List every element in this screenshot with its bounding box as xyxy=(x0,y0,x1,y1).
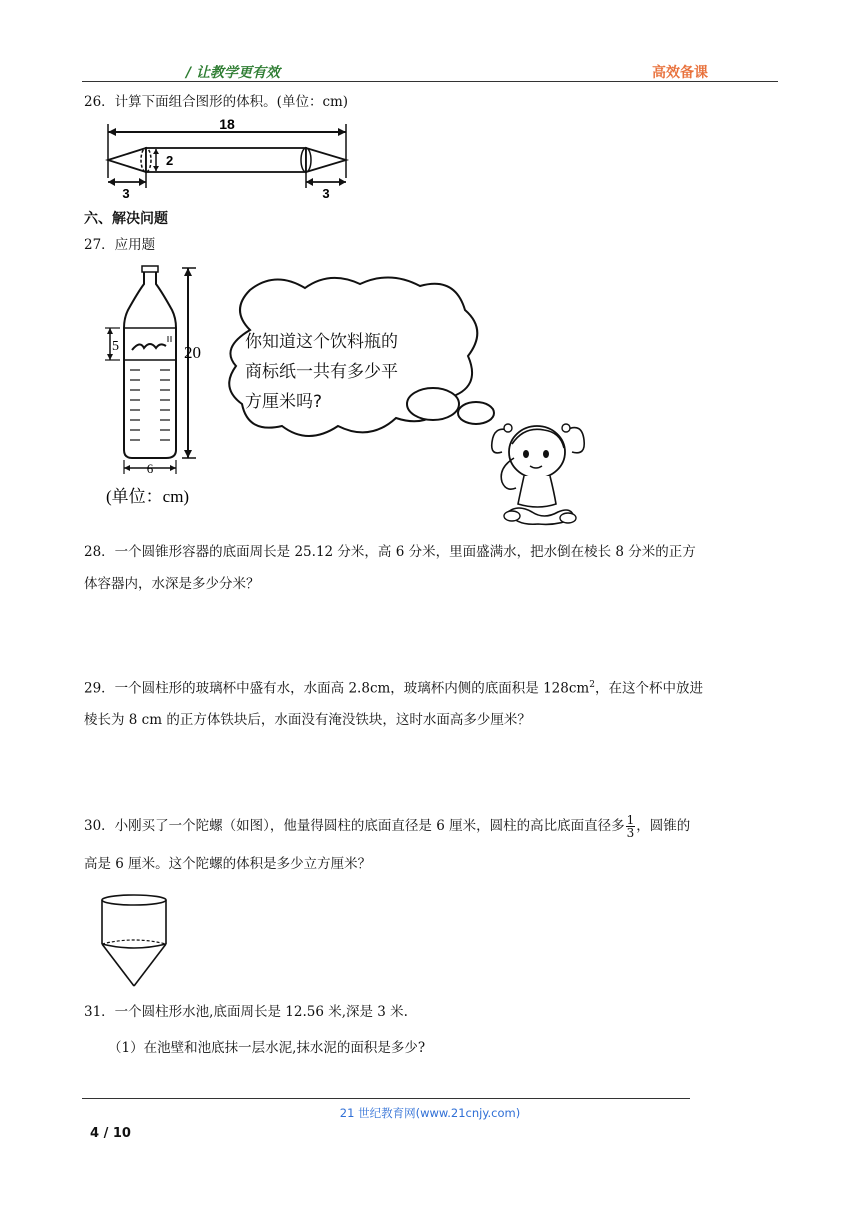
bottle-figure xyxy=(100,262,210,510)
question-26-figure xyxy=(100,118,360,198)
dimension-total-label: 18 xyxy=(219,118,235,132)
bottle-cap xyxy=(142,266,158,272)
footer-divider xyxy=(82,1098,690,1099)
diameter-label: 2 xyxy=(166,153,174,168)
bubble-line-2: 商标纸一共有多少平 xyxy=(245,362,398,382)
right-length-label: 3 xyxy=(322,186,330,198)
bubble-line-1: 你知道这个饮料瓶的 xyxy=(245,332,398,352)
unit-label: (单位：cm) xyxy=(106,487,190,506)
question-31-line-2: （1）在池壁和池底抹一层水泥,抹水泥的面积是多少? xyxy=(108,1040,426,1056)
question-30-line-2: 高是 6 厘米。这个陀螺的体积是多少立方厘米？ xyxy=(84,856,372,872)
question-28-line-1: 28．一个圆锥形容器的底面周长是 25.12 分米，高 6 分米，里面盛满水，把水倒在棱长 8 分米的正方 xyxy=(84,544,696,560)
bottle-height-label: 20 xyxy=(184,343,201,362)
question-26-text: 26．计算下面组合图形的体积。(单位：cm) xyxy=(84,94,349,110)
bottle-width-label: 6 xyxy=(146,461,154,476)
right-cone xyxy=(306,148,346,172)
header-slogan: / 让教学更有效 xyxy=(186,65,280,81)
question-31-line-1: 31．一个圆柱形水池,底面周长是 12.56 米,深是 3 米. xyxy=(84,1004,408,1020)
page-number: 4 / 10 xyxy=(90,1126,131,1141)
superscript-2: 2 xyxy=(589,680,595,690)
header-brand: 高效备课 xyxy=(652,65,708,81)
question-27-text: 27．应用题 xyxy=(84,237,156,253)
left-length-label: 3 xyxy=(122,186,130,198)
question-30-line-1: 30．小刚买了一个陀螺（如图），他量得圆柱的底面直径是 6 厘米，圆柱的高比底面直径多 $\frac{1}{3}$ ，圆锥的 xyxy=(84,813,691,840)
question-29-line-2: 棱长为 8 cm 的正方体铁块后，水面没有淹没铁块，这时水面高多少厘米？ xyxy=(84,712,531,728)
section-title: 六、解决问题 xyxy=(84,211,168,227)
top-figure xyxy=(96,890,172,990)
header-divider xyxy=(82,81,778,82)
girl-illustration xyxy=(488,408,588,528)
label-height-label: 5 xyxy=(112,339,119,354)
bubble-line-3: 方厘米吗? xyxy=(245,392,323,412)
question-28-line-2: 体容器内，水深是多少分米？ xyxy=(84,576,260,592)
fraction-one-third: $\frac{1}{3}$ xyxy=(626,813,635,840)
question-29-line-1: 29．一个圆柱形的玻璃杯中盛有水，水面高 2.8cm，玻璃杯内侧的底面积是 $128cm^2$，在这个杯中放进 xyxy=(84,680,703,697)
footer-site[interactable]: 21 世纪教育网(www.21cnjy.com) xyxy=(339,1106,521,1120)
